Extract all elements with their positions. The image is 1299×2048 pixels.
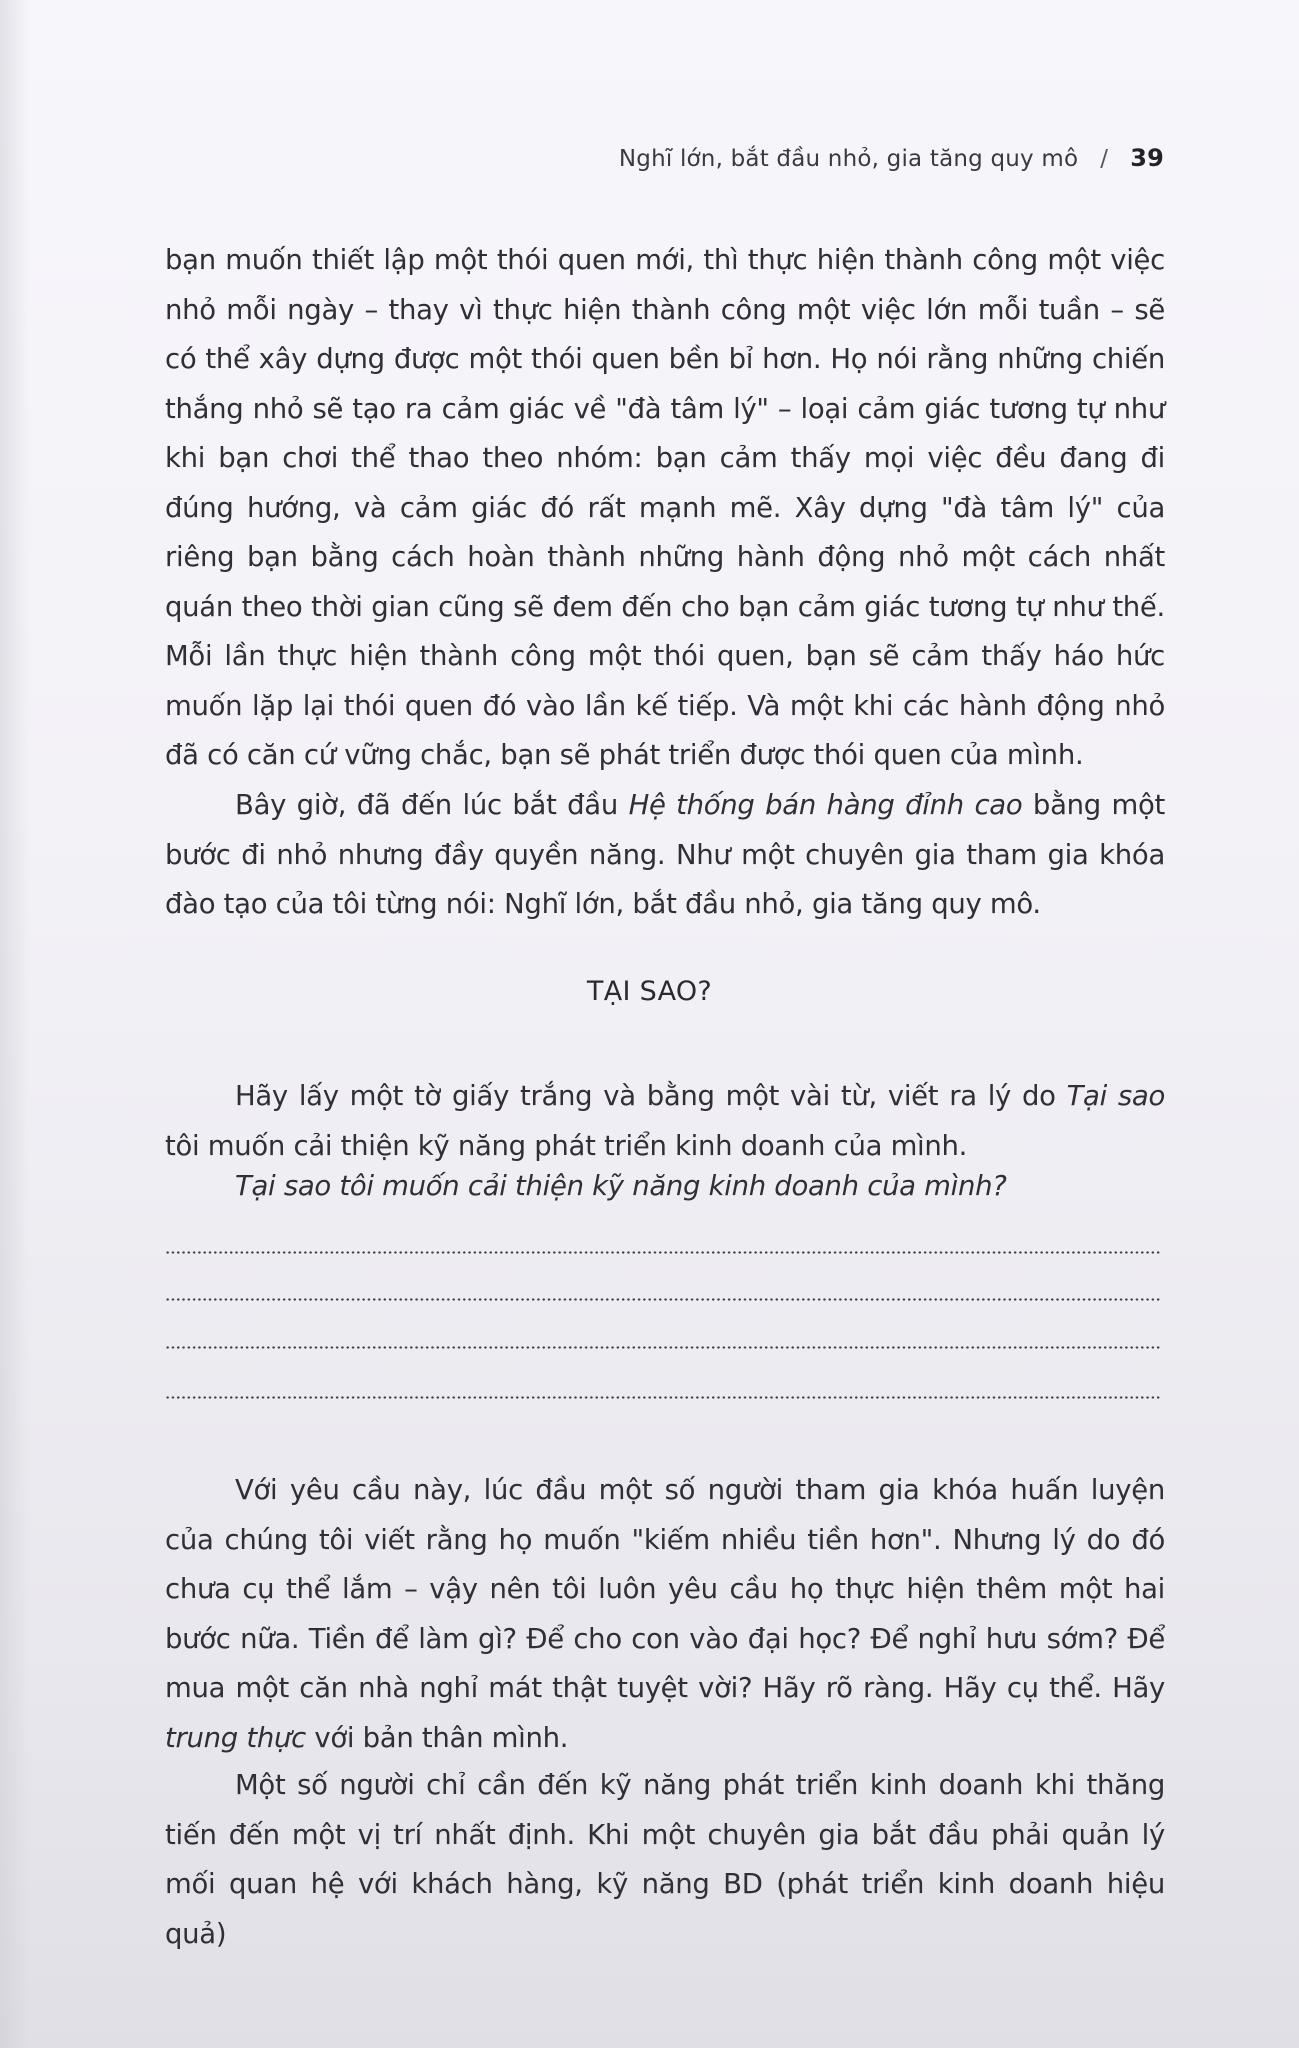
paragraph-exercise: [165, 1072, 1165, 1171]
text-run: với bản thân mình.: [305, 1721, 569, 1754]
page-edge-shadow: [0, 0, 30, 2048]
paragraph-start-small: [165, 781, 1165, 930]
dotted-answer-line: [165, 1251, 1162, 1254]
text-run: bằng một bước đi nhỏ nhưng đầy quyền năng. Như một chuyên gia tham gia khóa đào tạo của tôi từng nói: Nghĩ lớn, bắt đầu nhỏ, gia tăng quy mô.: [165, 789, 1165, 920]
paragraph-text: bạn muốn thiết lập một thói quen mới, thì thực hiện thành công một việc nhỏ mỗi ngày – thay vì thực hiện thành công một việc lớn mỗi tuần – sẽ có thể xây dựng được một thói quen bền bỉ hơn. Họ nói rằng những chiến thắng nhỏ sẽ tạo ra cảm giác về "đà tâm lý" – loại cảm giác tương tự như khi bạn chơi thể thao theo nhóm: bạn cảm thấy mọi việc đều đang đi đúng hướng, và cảm giác đó rất mạnh mẽ. Xây dựng "đà tâm lý" của riêng bạn bằng cách hoàn thành những hành động nhỏ một cách nhất quán theo thời gian cũng sẽ đem đến cho bạn cảm giác tương tự như thế. Mỗi lần thực hiện thành công một thói quen, bạn sẽ cảm thấy háo hức muốn lặp lại thói quen đó vào lần kế tiếp. Và một khi các hành động nhỏ đã có căn cứ vững chắc, bạn sẽ phát triển được thói quen của mình.: [165, 244, 1165, 771]
book-title-italic: Hệ thống bán hàng đỉnh cao: [628, 789, 1023, 821]
dotted-answer-line: [165, 1346, 1162, 1349]
exercise-question: Tại sao tôi muốn cải thiện kỹ năng kinh doanh của mình?: [235, 1170, 1007, 1202]
text-run: Với yêu cầu này, lúc đầu một số người tham gia khóa huấn luyện của chúng tôi viết rằng họ muốn "kiếm nhiều tiền hơn". Nhưng lý do đó chưa cụ thể lắm – vậy nên tôi luôn yêu cầu họ thực hiện thêm một hai bước nữa. Tiền để làm gì? Để cho con vào đại học? Để nghỉ hưu sớm? Để mua một căn nhà nghỉ mát thật tuyệt vời? Hãy rõ ràng. Hãy cụ thể. Hãy: [165, 1474, 1165, 1704]
header-separator: /: [1100, 146, 1109, 172]
emphasis-italic: trung thực: [165, 1721, 306, 1754]
paragraph-habits: [165, 236, 1165, 781]
running-header: [619, 144, 1164, 172]
dotted-answer-line: [165, 1396, 1162, 1399]
emphasis-italic: Tại sao: [1066, 1080, 1165, 1112]
text-run: Bây giờ, đã đến lúc bắt đầu: [235, 789, 629, 821]
paragraph-make-money: [165, 1466, 1165, 1763]
paragraph-text: [165, 781, 1165, 930]
paragraph-text: [165, 1466, 1165, 1763]
paragraph-text: [165, 1072, 1165, 1171]
dotted-answer-line: [165, 1298, 1162, 1301]
text-run: Hãy lấy một tờ giấy trắng và bằng một vài từ, viết ra lý do: [235, 1080, 1067, 1112]
paragraph-bd-skills: [165, 1761, 1165, 1959]
page-number: 39: [1130, 144, 1164, 172]
text-run: tôi muốn cải thiện kỹ năng phát triển kinh doanh của mình.: [165, 1129, 968, 1162]
section-heading: TẠI SAO?: [586, 976, 713, 1007]
running-title: Nghĩ lớn, bắt đầu nhỏ, gia tăng quy mô: [618, 146, 1079, 172]
paragraph-text: Một số người chỉ cần đến kỹ năng phát triển kinh doanh khi thăng tiến đến một vị trí nhất định. Khi một chuyên gia bắt đầu phải quản lý mối quan hệ với khách hàng, kỹ năng BD (phát triển kinh doanh hiệu quả): [165, 1769, 1165, 1950]
